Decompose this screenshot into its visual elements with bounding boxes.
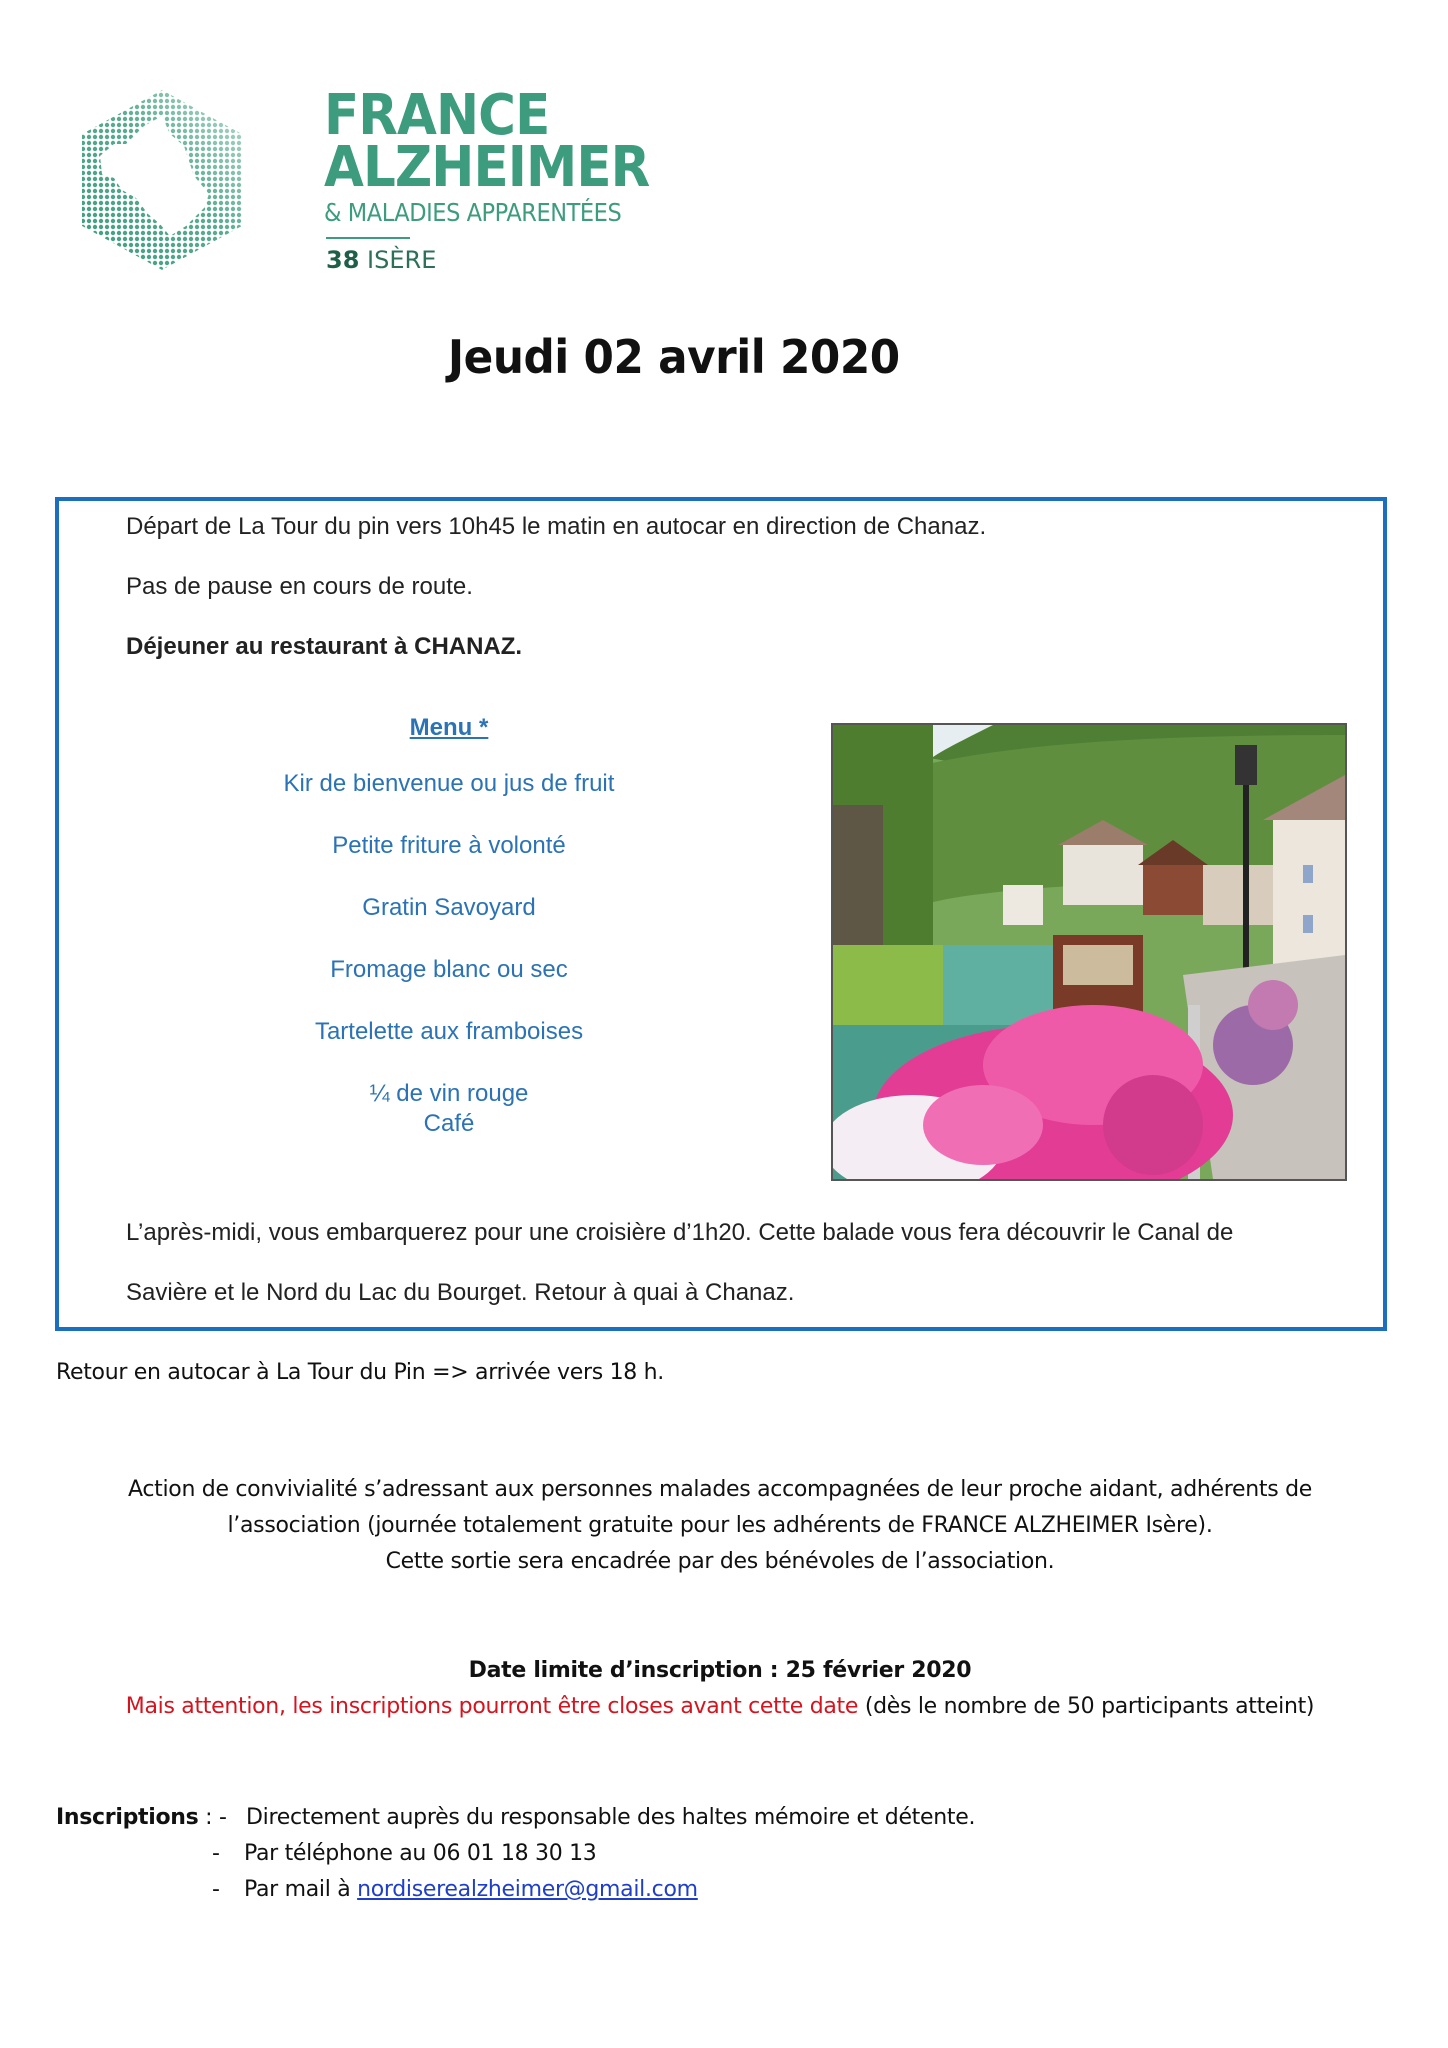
hexagon-map-icon bbox=[74, 86, 252, 272]
email-prefix: Par mail à bbox=[244, 1877, 358, 1902]
departure-line: Départ de La Tour du pin vers 10h45 le matin en autocar en direction de Chanaz. bbox=[126, 513, 987, 540]
programme-box bbox=[55, 497, 1387, 1331]
bullet-dash: - bbox=[212, 1877, 220, 1902]
logo-alzheimer: ALZHEIMER bbox=[324, 135, 650, 200]
menu-item: Gratin Savoyard bbox=[362, 894, 536, 921]
no-break-line: Pas de pause en cours de route. bbox=[126, 573, 473, 600]
warning-red-text: Mais attention, les inscriptions pourront être closes avant cette date bbox=[125, 1694, 859, 1719]
logo-subtitle: & MALADIES APPARENTÉES bbox=[324, 198, 622, 227]
action-line: Action de convivialité s’adressant aux personnes malades accompagnées de leur proche aidant, adhérents de bbox=[128, 1477, 1312, 1502]
afternoon-line-2: Savière et le Nord du Lac du Bourget. Retour à quai à Chanaz. bbox=[126, 1279, 795, 1306]
bullet-dash: - bbox=[212, 1841, 220, 1866]
menu-item: Kir de bienvenue ou jus de fruit bbox=[283, 770, 615, 797]
france-alzheimer-logo bbox=[74, 83, 650, 286]
menu-item: ¼ de vin rouge bbox=[369, 1080, 529, 1107]
photo-illustration bbox=[833, 725, 1345, 1179]
inscription-item bbox=[56, 1872, 698, 1908]
afternoon-line-1: L’après-midi, vous embarquerez pour une croisière d’1h20. Cette balade vous fera découvrir le Canal de bbox=[126, 1219, 1234, 1246]
registration-warning bbox=[0, 1694, 1444, 1719]
page-title: Jeudi 02 avril 2020 bbox=[448, 330, 900, 384]
menu-item: Tartelette aux framboises bbox=[314, 1018, 584, 1045]
inscription-item bbox=[56, 1836, 597, 1872]
email-link[interactable]: nordiserealzheimer@gmail.com bbox=[357, 1877, 698, 1902]
logo-france: FRANCE bbox=[324, 83, 550, 148]
logo-divider bbox=[326, 237, 410, 239]
inscription-in-person: Directement auprès du responsable des haltes mémoire et détente. bbox=[246, 1805, 976, 1830]
dept-name: ISÈRE bbox=[367, 246, 437, 274]
action-paragraph bbox=[0, 1472, 1448, 1580]
menu-item: Café bbox=[423, 1110, 475, 1137]
inscriptions-section bbox=[56, 1800, 976, 1908]
menu-item: Petite friture à volonté bbox=[332, 832, 566, 859]
warning-note: (dès le nombre de 50 participants atteint) bbox=[858, 1694, 1315, 1719]
inscription-phone: Par téléphone au 06 01 18 30 13 bbox=[244, 1841, 597, 1866]
dept-number: 38 bbox=[326, 246, 360, 274]
menu-title: Menu * bbox=[409, 714, 489, 741]
menu bbox=[179, 713, 719, 1139]
inscription-item bbox=[56, 1800, 976, 1836]
inscriptions-label: Inscriptions bbox=[56, 1805, 199, 1830]
logo-department bbox=[326, 246, 436, 274]
registration-deadline: Date limite d’inscription : 25 février 2020 bbox=[468, 1658, 972, 1683]
action-line: l’association (journée totalement gratuite pour les adhérents de FRANCE ALZHEIMER Isère). bbox=[227, 1513, 1213, 1538]
chanaz-photo bbox=[831, 723, 1347, 1181]
inscriptions-separator: : - bbox=[198, 1805, 227, 1830]
lunch-line: Déjeuner au restaurant à CHANAZ. bbox=[126, 633, 523, 660]
inscription-email-line bbox=[244, 1872, 698, 1908]
return-info: Retour en autocar à La Tour du Pin => arrivée vers 18 h. bbox=[56, 1360, 664, 1385]
action-line: Cette sortie sera encadrée par des bénévoles de l’association. bbox=[385, 1549, 1055, 1574]
menu-item: Fromage blanc ou sec bbox=[330, 956, 568, 983]
